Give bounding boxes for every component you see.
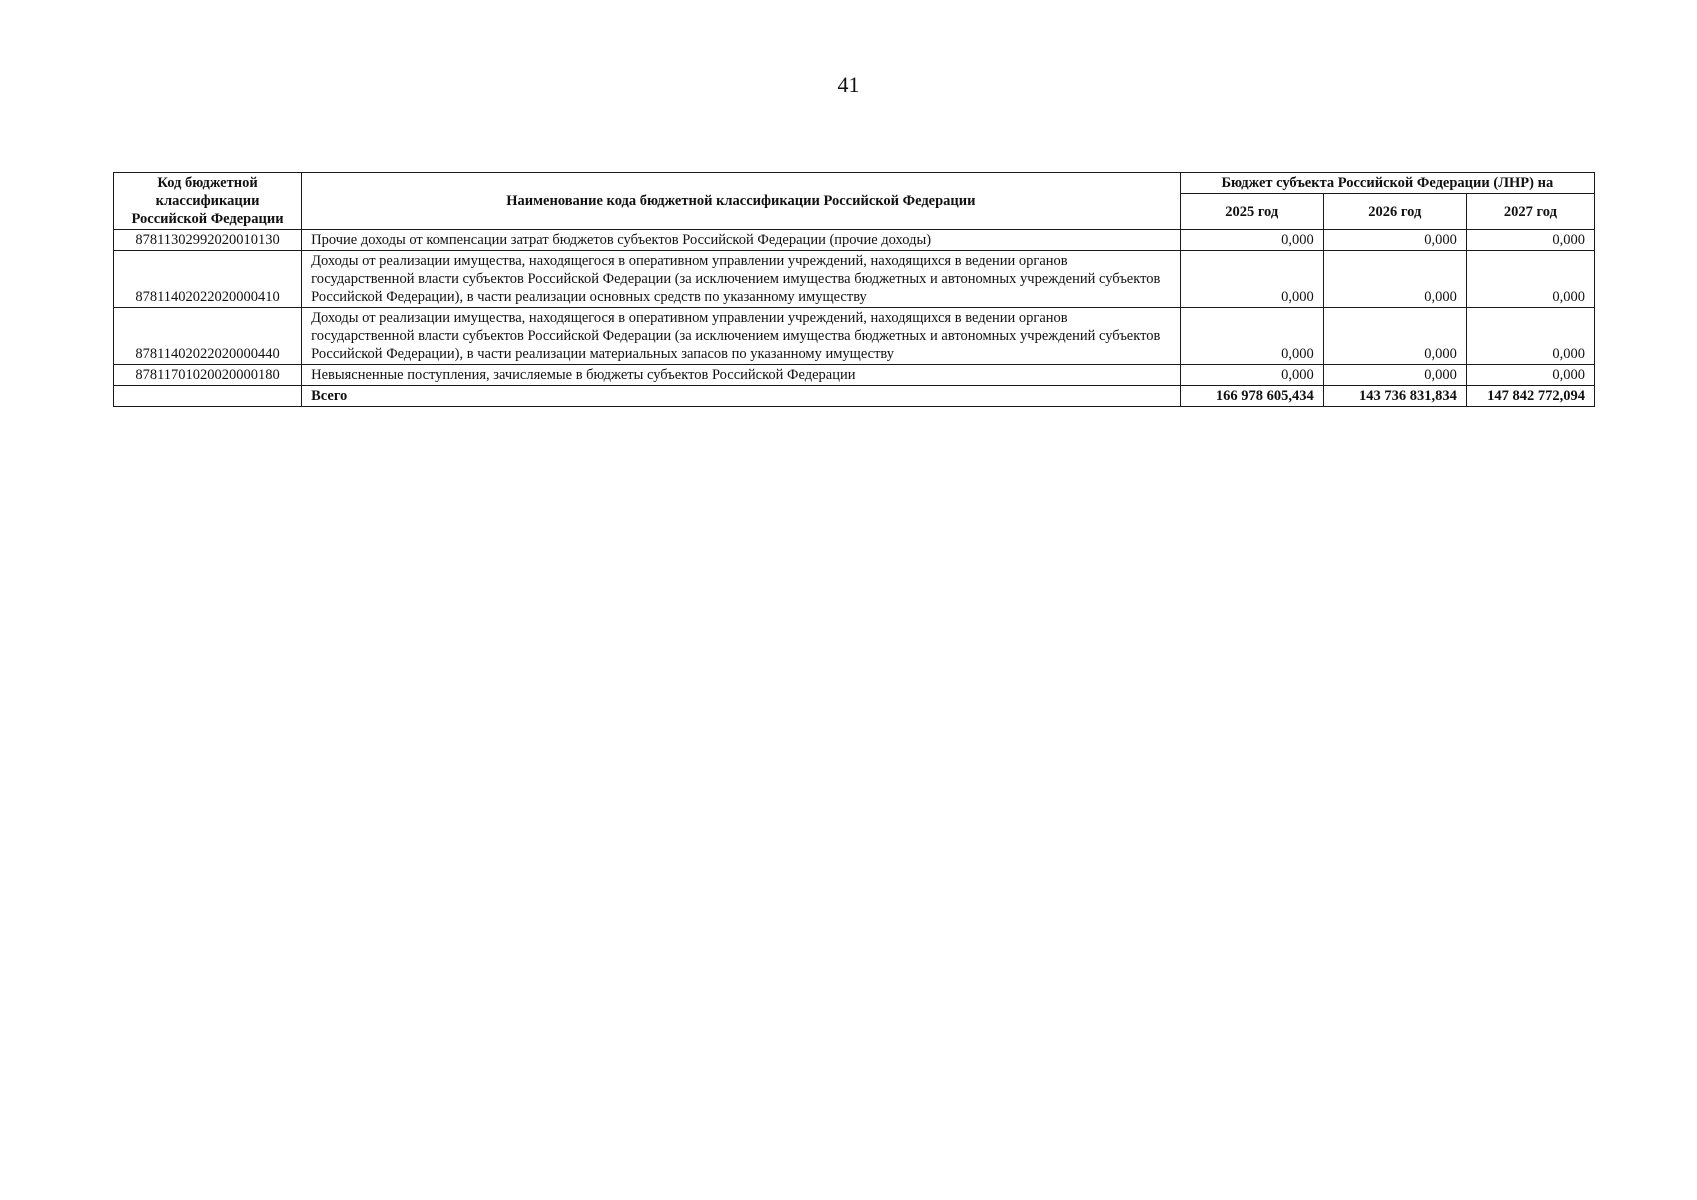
table-row — [114, 230, 1595, 251]
total-code — [114, 386, 302, 407]
budget-classification-table — [113, 172, 1595, 407]
row-value-2025: 0,000 — [1180, 365, 1323, 386]
row-value-2025: 0,000 — [1180, 251, 1323, 308]
row-name: Прочие доходы от компенсации затрат бюджетов субъектов Российской Федерации (прочие доходы) — [302, 230, 1181, 251]
total-row — [114, 386, 1595, 407]
header-row-top — [114, 173, 1595, 194]
row-value-2027: 0,000 — [1466, 365, 1594, 386]
row-name: Невыясненные поступления, зачисляемые в бюджеты субъектов Российской Федерации — [302, 365, 1181, 386]
total-value-2025: 166 978 605,434 — [1180, 386, 1323, 407]
table-row — [114, 365, 1595, 386]
header-year-2026: 2026 год — [1323, 194, 1466, 230]
row-name: Доходы от реализации имущества, находящегося в оперативном управлении учреждений, находящихся в ведении органов государственной власти субъектов Российской Федерации (за исключением имущества бюджетных и автономных учреждений субъектов Российской Федерации), в части реализации основных средств по указанному имуществу — [302, 251, 1181, 308]
header-name: Наименование кода бюджетной классификации Российской Федерации — [302, 173, 1181, 230]
header-budget-group: Бюджет субъекта Российской Федерации (ЛНР) на — [1180, 173, 1594, 194]
row-name: Доходы от реализации имущества, находящегося в оперативном управлении учреждений, находящихся в ведении органов государственной власти субъектов Российской Федерации (за исключением имущества бюджетных и автономных учреждений субъектов Российской Федерации), в части реализации материальных запасов по указанному имуществу — [302, 308, 1181, 365]
row-value-2026: 0,000 — [1323, 365, 1466, 386]
row-value-2027: 0,000 — [1466, 251, 1594, 308]
row-value-2026: 0,000 — [1323, 251, 1466, 308]
row-value-2026: 0,000 — [1323, 230, 1466, 251]
header-code: Код бюджетной классификации Российской Федерации — [114, 173, 302, 230]
table-row — [114, 308, 1595, 365]
row-code: 87811402022020000440 — [114, 308, 302, 365]
row-value-2027: 0,000 — [1466, 230, 1594, 251]
table-row — [114, 251, 1595, 308]
total-label: Всего — [302, 386, 1181, 407]
header-year-2025: 2025 год — [1180, 194, 1323, 230]
row-value-2026: 0,000 — [1323, 308, 1466, 365]
row-code: 87811302992020010130 — [114, 230, 302, 251]
row-value-2027: 0,000 — [1466, 308, 1594, 365]
total-value-2026: 143 736 831,834 — [1323, 386, 1466, 407]
row-code: 87811701020020000180 — [114, 365, 302, 386]
row-value-2025: 0,000 — [1180, 308, 1323, 365]
row-value-2025: 0,000 — [1180, 230, 1323, 251]
page-number: 41 — [837, 72, 860, 97]
row-code: 87811402022020000410 — [114, 251, 302, 308]
total-value-2027: 147 842 772,094 — [1466, 386, 1594, 407]
header-year-2027: 2027 год — [1466, 194, 1594, 230]
